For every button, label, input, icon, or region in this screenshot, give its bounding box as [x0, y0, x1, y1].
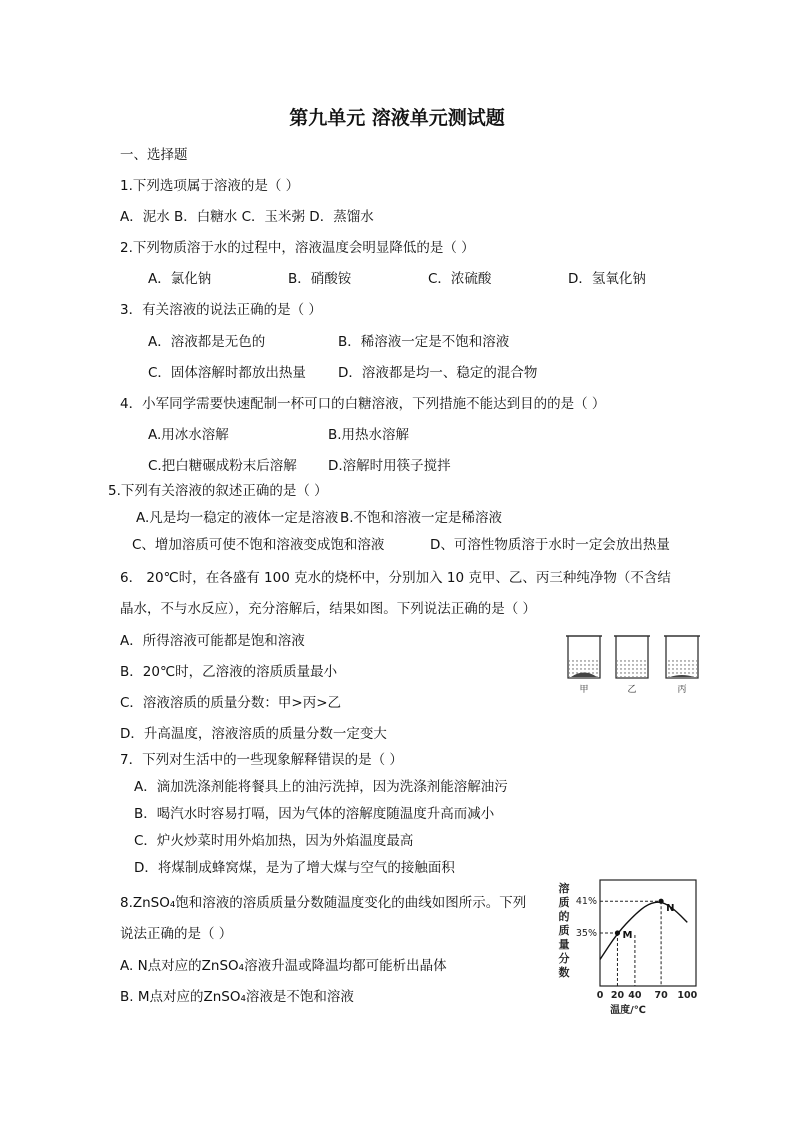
- q6-option-b: B．20℃时，乙溶液的溶质质量最小: [120, 664, 338, 680]
- q7-option-d: D．将煤制成蜂窝煤，是为了增大煤与空气的接触面积: [134, 860, 455, 876]
- x-tick-0: 0: [596, 990, 604, 1001]
- y-tick-41: 41%: [575, 896, 597, 908]
- beaker-jia: [566, 636, 602, 678]
- q3-stem: 3．有关溶液的说法正确的是（ ）: [120, 302, 322, 318]
- x-tick-40: 40: [628, 990, 642, 1001]
- q7-stem: 7．下列对生活中的一些现象解释错误的是（ ）: [120, 752, 403, 768]
- point-m: [615, 930, 620, 935]
- solubility-graph: [552, 872, 712, 1020]
- q2-option-c: C．浓硫酸: [428, 271, 492, 287]
- q8-option-a: A. N点对应的ZnSO₄溶液升温或降温均都可能析出晶体: [120, 958, 447, 974]
- q6-stem-line2: 晶水，不与水反应），充分溶解后，结果如图。下列说法正确的是（ ）: [120, 601, 537, 617]
- q6-option-a: A．所得溶液可能都是饱和溶液: [120, 633, 305, 649]
- q2-option-b: B．硝酸铵: [288, 271, 352, 287]
- q6-stem-line1: 6． 20℃时，在各盛有 100 克水的烧杯中，分别加入 10 克甲、乙、丙三种纯净物（不含结: [120, 570, 671, 586]
- q4-option-b: B.用热水溶解: [328, 427, 410, 443]
- x-tick-100: 100: [677, 990, 698, 1001]
- q7-option-c: C．炉火炒菜时用外焰加热，因为外焰温度最高: [134, 833, 414, 849]
- q8-stem-line1: 8.ZnSO₄饱和溶液的溶质质量分数随温度变化的曲线如图所示。下列: [120, 895, 527, 911]
- q7-option-b: B．喝汽水时容易打嗝，因为气体的溶解度随温度升高而减小: [134, 806, 495, 822]
- x-tick-70: 70: [654, 990, 668, 1001]
- q4-option-c: C.把白糖碾成粉末后溶解: [148, 458, 297, 474]
- beaker-bing: [664, 636, 700, 678]
- section-heading: 一、选择题: [120, 147, 188, 163]
- ylabel-char: 质: [558, 924, 570, 937]
- q5-option-d: D、可溶性物质溶于水时一定会放出热量: [430, 537, 670, 553]
- point-label-m: M: [622, 930, 633, 941]
- point-n: [658, 899, 663, 904]
- graph-xlabel: 温度/℃: [610, 1005, 646, 1016]
- beaker-label-jia: 甲: [579, 685, 589, 695]
- ylabel-char: 溶: [558, 882, 570, 895]
- q3-option-c: C．固体溶解时都放出热量: [148, 365, 306, 381]
- q3-option-d: D．溶液都是均一、稳定的混合物: [338, 365, 538, 381]
- graph-frame: [600, 880, 696, 986]
- q3-option-a: A．溶液都是无色的: [148, 334, 266, 350]
- ylabel-char: 数: [558, 966, 570, 979]
- q8-option-b: B. M点对应的ZnSO₄溶液是不饱和溶液: [120, 989, 354, 1005]
- q2-stem: 2.下列物质溶于水的过程中，溶液温度会明显降低的是（ ）: [120, 240, 475, 256]
- q4-option-a: A.用冰水溶解: [148, 427, 229, 443]
- page-title: 第九单元 溶液单元测试题: [289, 107, 505, 129]
- q6-option-c: C．溶液溶质的质量分数：甲>丙>乙: [120, 695, 342, 711]
- beakers-figure: [560, 632, 710, 696]
- y-tick-35: 35%: [575, 928, 597, 939]
- x-tick-20: 20: [610, 990, 625, 1001]
- q4-option-d: D.溶解时用筷子搅拌: [328, 458, 451, 474]
- ylabel-char: 量: [558, 938, 570, 951]
- q7-option-a: A．滴加洗涤剂能将餐具上的油污洗掉，因为洗涤剂能溶解油污: [134, 779, 508, 795]
- beaker-label-yi: 乙: [627, 685, 637, 695]
- ylabel-char: 分: [558, 952, 570, 965]
- q3-option-b: B．稀溶液一定是不饱和溶液: [338, 334, 510, 350]
- beaker-label-bing: 丙: [677, 685, 687, 695]
- point-label-n: N: [666, 903, 675, 915]
- q5-option-b: B.不饱和溶液一定是稀溶液: [340, 510, 503, 526]
- q6-option-d: D．升高温度，溶液溶质的质量分数一定变大: [120, 726, 387, 742]
- ylabel-char: 质: [558, 896, 570, 909]
- q1-stem: 1.下列选项属于溶液的是（ ）: [120, 178, 300, 194]
- beaker-yi: [614, 636, 650, 678]
- q8-stem-line2: 说法正确的是（ ）: [120, 926, 233, 942]
- q5-option-c: C、增加溶质可使不饱和溶液变成饱和溶液: [132, 537, 385, 553]
- q5-option-a: A.凡是均一稳定的液体一定是溶液: [136, 510, 339, 526]
- q1-options: A．泥水 B．白糖水 C．玉米粥 D．蒸馏水: [120, 209, 374, 225]
- q5-stem: 5.下列有关溶液的叙述正确的是（ ）: [108, 483, 328, 499]
- graph-ylabel: [559, 881, 570, 979]
- ylabel-char: 的: [558, 910, 570, 923]
- q2-option-d: D．氢氧化钠: [568, 271, 646, 287]
- q2-option-a: A．氯化钠: [148, 271, 212, 287]
- q4-stem: 4．小军同学需要快速配制一杯可口的白糖溶液，下列措施不能达到目的的是（ ）: [120, 396, 606, 412]
